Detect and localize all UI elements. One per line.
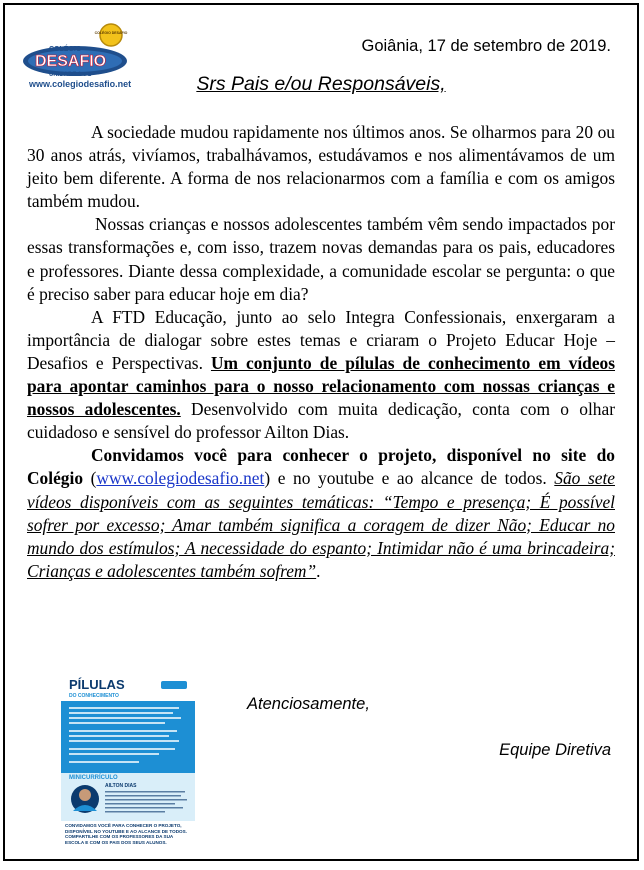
paragraph-4-themes: São sete vídeos disponíveis com as seguintes temáticas: “Tempo e presença; É possível sofrer por excesso; Amar também significa a coragem de dizer Não; Educar no mundo dos estímulos; A necessidade do espanto; Intimidar não é uma brincadeira; Crianças e adolescentes também sofrem” <box>27 468 615 581</box>
website-url[interactable]: www.colegiodesafio.net <box>29 79 132 89</box>
letter-body <box>27 121 615 583</box>
paragraph-3-end: Desenvolvido com muita dedicação, conta com o olhar cuidadoso e sensível do professor Ailton Dias. <box>27 399 615 443</box>
signature: Equipe Diretiva <box>499 741 611 759</box>
letter-page <box>3 3 639 861</box>
paragraph-4-end: . <box>316 560 321 581</box>
letter-date: Goiânia, 17 de setembro de 2019. <box>361 37 611 55</box>
paragraph-2 <box>27 213 615 305</box>
website-link[interactable]: www.colegiodesafio.net <box>96 468 265 489</box>
paragraph-4-bold: Convidamos você para conhecer o projeto, disponível no site do Colégio <box>27 445 615 489</box>
paragraph-2-text: Nossas crianças e nossos adolescentes também vêm sendo impactados por essas transformações e, com isso, trazem novas demandas para os pais, educadores e professores. Diante dessa complexidade, a comunidade escolar se pergunta: o que é preciso saber para educar hoje em dia? <box>27 214 615 304</box>
flyer-section: MINICURRÍCULO <box>69 775 118 781</box>
logo-unit: UNIDADE 1 e 2 <box>49 72 92 78</box>
paragraph-4-open: ( <box>83 468 97 489</box>
paragraph-1 <box>27 121 615 213</box>
paragraph-3-text: A FTD Educação, junto ao selo Integra Confessionais, enxergaram a importância de dialogar sobre estes temas e criaram o Projeto Educar Hoje – Desafios e Perspectivas. <box>27 306 615 373</box>
flyer-person: AILTON DIAS <box>105 783 137 789</box>
paragraph-1-text: A sociedade mudou rapidamente nos últimos anos. Se olharmos para 20 ou 30 anos atrás, vivíamos, trabalhávamos, estudávamos e nos alimentávamos de um jeito bem diferente. A forma de nos relacionarmos com a família e com os amigos também mudou. <box>27 122 615 212</box>
flyer-footer: CONVIDAMOS VOCÊ PARA CONHECER O PROJETO, DISPONÍVEL NO YOUTUBE E AO ALCANCE DE TODOS. COMPARTILHE COM OS PROFESSORES DA SUA ESCOLA E COM OS PAIS DOS SEUS ALUNOS. <box>65 823 187 845</box>
paragraph-4 <box>27 444 615 583</box>
pilulas-flyer-image <box>61 675 195 855</box>
flyer-subtitle: DO CONHECIMENTO <box>69 693 119 699</box>
salutation: Srs Pais e/ou Responsáveis, <box>196 73 446 95</box>
logo-name: DESAFIO <box>35 53 107 70</box>
paragraph-3 <box>27 306 615 445</box>
flyer-title: PÍLULAS <box>69 677 125 692</box>
logo-badge-text: COLÉGIO DESAFIO <box>94 31 128 35</box>
closing: Atenciosamente, <box>247 695 370 713</box>
paragraph-4-mid: ) e no youtube e ao alcance de todos. <box>264 468 555 489</box>
paragraph-3-emphasis: Um conjunto de pílulas de conhecimento em vídeos para apontar caminhos para o nosso relacionamento com nossas crianças e nossos adolescentes. <box>27 352 616 420</box>
logo-text: COLÉGIO <box>49 46 82 53</box>
